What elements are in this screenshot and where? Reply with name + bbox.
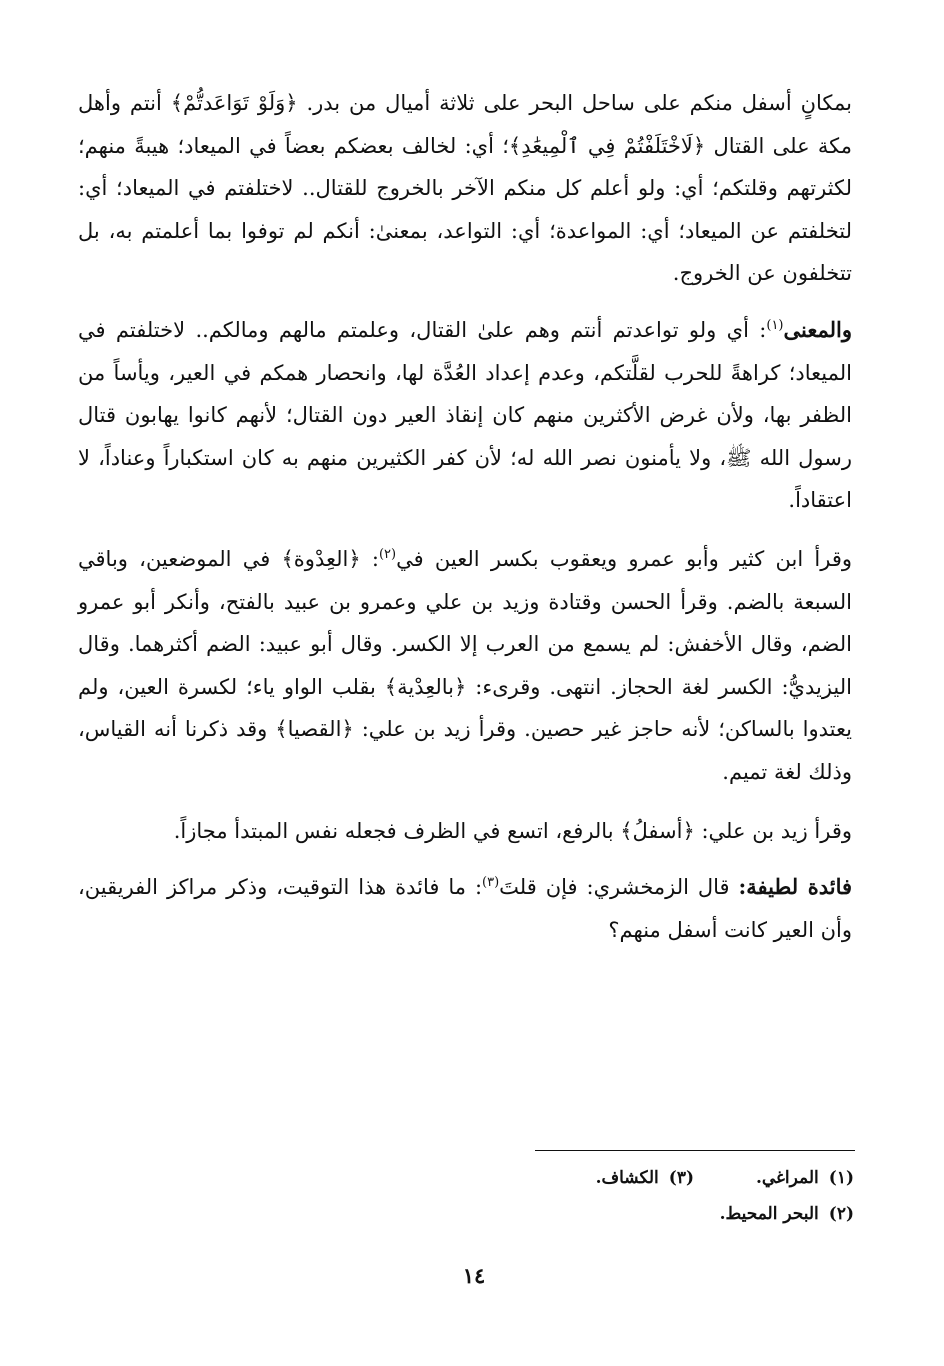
page-body <box>78 82 852 969</box>
footnote-1-number: (١) <box>828 1168 854 1188</box>
footnote-row-2 <box>314 1196 854 1232</box>
paragraph-1-text: بمكانٍ أسفل منكم على ساحل البحر على ثلاثة أميال من بدر. ﴿وَلَوْ تَوَاعَدتُّمْ﴾ أنتم وأهل مكة على القتال ﴿لَاخْتَلَفْتُمْ فِي ٱلْمِيعَٰدِ﴾؛ أي: لخالف بعضكم بعضاً في الميعاد؛ هيبةً منهم؛ لكثرتهم وقلتكم؛ أي: ولو أعلم كل منكم الآخر بالخروج للقتال.. لاختلفتم في الميعاد؛ أي: لتخلفتم عن الميعاد؛ أي: المواعدة؛ أي: التواعد، بمعنىٰ: أنكم لم توفوا بما أعلمتم به، بل تتخلفون عن الخروج. <box>78 91 852 286</box>
footnote-ref-2: (٢) <box>378 546 397 562</box>
paragraph-4-text: وقرأ زيد بن علي: ﴿أسفلُ﴾ بالرفع، اتسع في الظرف فجعله نفس المبتدأ مجازاً. <box>173 818 852 843</box>
footnotes <box>314 1160 854 1232</box>
paragraph-4 <box>78 810 852 853</box>
footnote-2-text: البحر المحيط. <box>719 1204 819 1224</box>
paragraph-5-text: : ما فائدة هذا التوقيت، وذكر مراكز الفريقين، وأن العير كانت أسفل منهم؟ <box>78 875 852 942</box>
footnote-1 <box>694 1160 854 1196</box>
footnote-ref-1: (١) <box>766 317 784 333</box>
footnote-1-text: المراغي. <box>755 1168 819 1188</box>
footnote-2 <box>720 1196 854 1232</box>
footnote-row-1 <box>314 1160 854 1196</box>
footnote-3-number: (٣) <box>668 1168 694 1188</box>
paragraph-3 <box>78 538 852 794</box>
footnote-3 <box>596 1160 694 1196</box>
paragraph-2-text: : أي ولو تواعدتم أنتم وهم علىٰ القتال، وعلمتم مالهم ومالكم.. لاختلفتم في الميعاد؛ كراهةً للحرب لقلَّتكم، وعدم إعداد العُدَّة لها، وانحصار همكم في العير، ويأساً من الظفر بها، ولأن غرض الأكثرين منهم كان إنقاذ العير دون القتال؛ لأنهم كانوا يهابون قتال رسول الله ﷺ، ولا يأمنون نصر الله له؛ لأن كفر الكثيرين منهم به كان استكباراً وعناداً، لا اعتقاداً. <box>78 317 852 513</box>
footnote-divider <box>535 1150 855 1151</box>
paragraph-2 <box>78 309 852 522</box>
footnote-2-number: (٢) <box>828 1204 854 1224</box>
footnote-ref-3: (٣) <box>482 875 500 891</box>
paragraph-1 <box>78 82 852 295</box>
footnote-3-text: الكشاف. <box>595 1168 659 1188</box>
paragraph-5-lead: فائدة لطيفة: <box>738 874 853 900</box>
paragraph-3-text: : ﴿العِدْوة﴾ في الموضعين، وباقي السبعة بالضم. وقرأ الحسن وقتادة وزيد بن علي وعمرو بن عبيد بالفتح، وأنكر أبو عمرو الضم، وقال الأخفش: لم يسمع من العرب إلا الكسر. وقال أبو عبيد: الضم أكثرهما. وقال اليزيديُّ: الكسر لغة الحجاز. انتهى. وقرىء: ﴿بالعِدْية﴾ بقلب الواو ياء؛ لكسرة العين، ولم يعتدوا بالساكن؛ لأنه حاجز غير حصين. وقرأ زيد بن علي: ﴿القصيا﴾ وقد ذكرنا أنه القياس، وذلك لغة تميم. <box>78 546 852 784</box>
paragraph-3-text-before: وقرأ ابن كثير وأبو عمرو ويعقوب بكسر العين في <box>396 546 852 571</box>
paragraph-2-lead: والمعنى <box>783 316 852 342</box>
paragraph-5-text-before: قال الزمخشري: فإن قلتَ <box>499 875 739 900</box>
paragraph-5 <box>78 866 852 951</box>
page-number: ١٤ <box>462 1263 486 1288</box>
